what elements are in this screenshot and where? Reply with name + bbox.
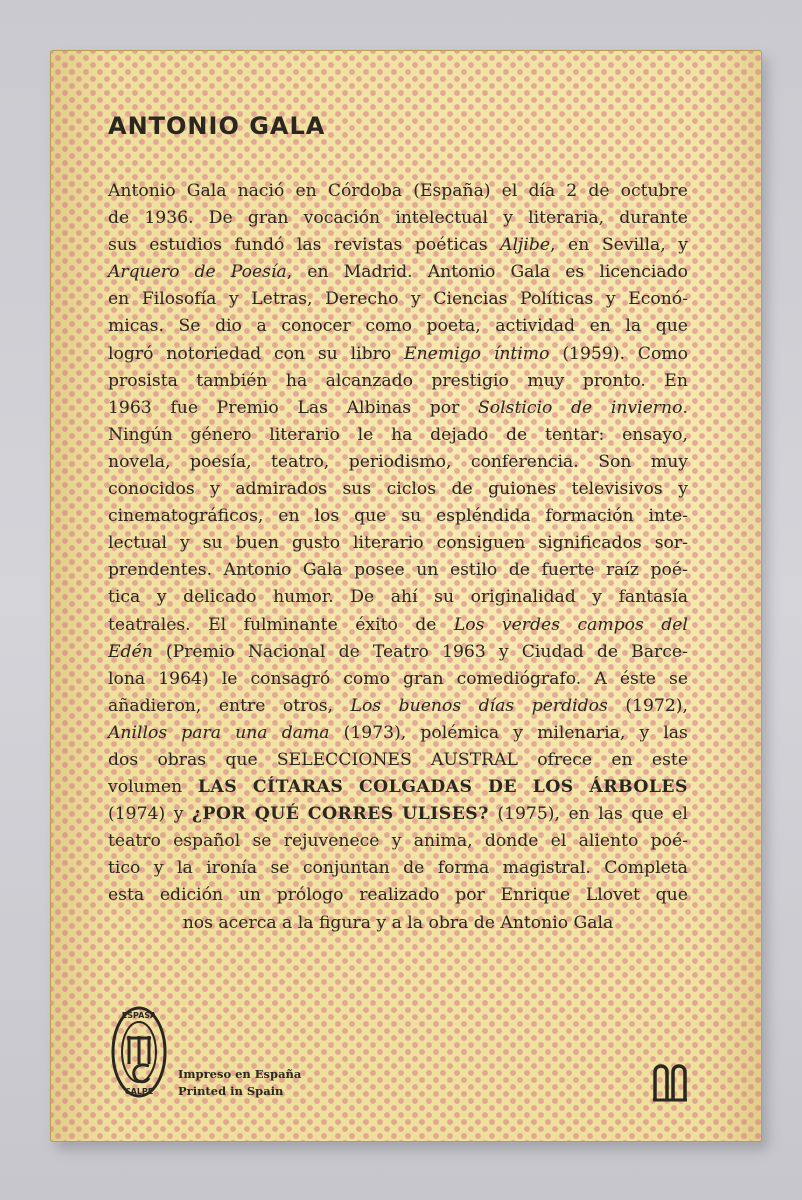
bio-word: fundó <box>234 235 285 256</box>
bio-word: este <box>651 749 688 770</box>
bio-word: Antonio <box>223 560 292 581</box>
bio-word: dos <box>108 749 139 770</box>
bio-word: invierno. <box>610 397 688 418</box>
bio-word: polémica <box>420 722 500 743</box>
bio-word: con <box>273 343 305 364</box>
bio-word: comediógrafo. <box>456 668 582 689</box>
bio-word: Filosofía <box>141 289 217 310</box>
bio-word: prólogo <box>276 885 344 906</box>
bio-word: conjuntan <box>302 858 390 879</box>
bio-word: en <box>307 262 329 283</box>
bio-word: logró <box>108 343 154 364</box>
bio-word: y <box>605 289 616 310</box>
bio-word: en <box>295 181 317 201</box>
bio-word: por <box>455 885 485 906</box>
bio-word: se <box>270 858 290 879</box>
bio-word: literaria, <box>528 208 605 229</box>
bio-word: gran <box>403 668 444 689</box>
bio-word: (1974) <box>108 804 166 825</box>
bio-word: anima, <box>413 831 473 852</box>
bio-word: 1963 <box>442 641 486 662</box>
bio-word: conocidos <box>108 479 195 500</box>
bio-word: revistas <box>333 235 403 256</box>
bio-word: en <box>589 316 611 337</box>
bio-word: literario <box>353 533 424 554</box>
bio-word: fuerte <box>541 560 595 581</box>
bio-word: es <box>565 262 585 283</box>
bio-word: humor. <box>273 587 334 608</box>
bio-word: su <box>202 533 223 554</box>
bio-line <box>108 774 688 801</box>
bio-word: QUÉ <box>254 804 300 825</box>
bio-word: Se <box>178 316 201 337</box>
bio-word: teatrales. <box>108 614 191 635</box>
bio-word: Nacional <box>247 641 326 662</box>
bio-line <box>108 422 688 449</box>
bio-word: (1959). <box>562 343 625 364</box>
bio-word: fue <box>170 397 199 418</box>
bio-word: SELECCIONES <box>276 749 412 770</box>
bio-word: notoriedad <box>166 343 262 364</box>
bio-word: y <box>592 587 602 608</box>
bio-word: ofrece <box>537 749 593 770</box>
bio-word: de <box>508 560 530 581</box>
bio-word: cinematográficos, <box>108 506 264 527</box>
bio-word: COLGADAS <box>358 777 473 798</box>
bio-word: de <box>108 208 130 229</box>
bio-word: ha <box>285 370 308 391</box>
bio-word: prosista <box>108 370 178 391</box>
bio-word: para <box>181 722 222 743</box>
bio-word: consagró <box>250 668 331 689</box>
bio-word: micas. <box>108 316 164 337</box>
bio-word: de <box>338 641 360 662</box>
bio-line <box>108 882 688 909</box>
bio-word: guiones <box>488 479 557 500</box>
bio-line <box>108 341 688 368</box>
bio-word: y <box>678 235 688 256</box>
bio-word: que <box>225 749 258 770</box>
bio-line-text: nos acerca a la figura y a la obra de Antonio Gala <box>182 912 614 933</box>
bio-word: su <box>401 506 422 527</box>
bio-word: Premio <box>216 397 279 418</box>
bio-word: originalidad <box>470 587 576 608</box>
bio-word: poéticas <box>414 235 488 256</box>
bio-word: de <box>451 479 473 500</box>
bio-word: añadieron, <box>108 695 202 716</box>
bio-line <box>108 666 688 693</box>
bio-word: la <box>176 858 193 879</box>
bio-word: del <box>661 614 688 635</box>
bio-line <box>108 828 688 855</box>
bio-word: ensayo, <box>622 424 688 445</box>
bio-word: campos <box>577 614 644 635</box>
bio-word: también <box>196 370 268 391</box>
bio-word: perdidos <box>531 695 608 716</box>
bio-word: el <box>672 804 688 825</box>
bio-word: lectual <box>108 533 168 554</box>
bio-word: éxito <box>355 614 398 635</box>
bio-word: Letras, <box>251 289 313 310</box>
imprint-block <box>178 1066 301 1100</box>
bio-word: tico <box>108 858 141 879</box>
bio-line <box>108 747 688 774</box>
bio-word: Anillos <box>108 722 168 743</box>
bio-word: fulminante <box>243 614 338 635</box>
bio-word: edición <box>159 885 224 906</box>
bio-word: realizado <box>359 885 440 906</box>
bio-word: En <box>664 370 688 391</box>
bio-word: Econó- <box>628 289 688 310</box>
bio-word: prendentes. <box>108 560 213 581</box>
bio-word: poeta, <box>426 316 481 337</box>
bio-word: 1936. <box>144 208 194 229</box>
bio-word: íntimo <box>493 343 550 364</box>
bio-word: Antonio <box>108 181 176 201</box>
author-heading: ANTONIO GALA <box>108 112 326 140</box>
bio-word: se <box>669 668 688 689</box>
bio-word: ahí <box>390 587 418 608</box>
bio-line <box>108 205 688 232</box>
bio-word: (1975), <box>497 804 560 825</box>
bio-word: forma <box>437 858 490 879</box>
bio-word: y <box>210 479 220 500</box>
bio-line <box>108 530 688 557</box>
bio-word: que <box>631 804 664 825</box>
bio-word: un <box>238 885 261 906</box>
bio-word: y <box>156 587 167 608</box>
bio-word: las <box>663 722 688 743</box>
bio-word: Llovet <box>585 885 640 906</box>
bio-word: en <box>278 506 300 527</box>
bio-word: verdes <box>501 614 561 635</box>
bio-word: nació <box>237 181 285 201</box>
bio-line <box>108 395 688 422</box>
bio-word: estilo <box>449 560 498 581</box>
bio-word: conocer <box>281 316 351 337</box>
bio-word: un <box>416 560 439 581</box>
bio-word: como <box>343 668 390 689</box>
bio-word: español <box>173 831 241 852</box>
bio-word: DE <box>488 777 518 798</box>
bio-word: Albinas <box>346 397 412 418</box>
bio-word: estudios <box>149 235 222 256</box>
bio-word: que <box>655 885 688 906</box>
bio-word: de <box>506 424 528 445</box>
bio-word: pronto. <box>582 370 646 391</box>
bio-word: se <box>252 831 272 852</box>
bio-word: libro <box>350 343 392 364</box>
bio-word: alcanzado <box>325 370 413 391</box>
bio-word: y <box>391 831 402 852</box>
bio-word: Completa <box>604 858 688 879</box>
bio-line <box>108 178 688 205</box>
bio-word: inte- <box>648 506 688 527</box>
bio-line <box>108 720 688 747</box>
bio-word: su <box>434 587 455 608</box>
bio-word: CORRES <box>307 804 394 825</box>
bio-word: de <box>415 614 437 635</box>
bio-word: le <box>357 424 374 445</box>
bio-line <box>108 476 688 503</box>
bio-word: y <box>503 208 513 229</box>
bio-word: muy <box>650 451 688 472</box>
bio-line <box>108 693 688 720</box>
bio-line <box>108 503 688 530</box>
bio-line <box>108 313 688 340</box>
bio-word: Los <box>453 614 485 635</box>
bio-word: Sevilla, <box>601 235 666 256</box>
bio-word: y <box>228 289 239 310</box>
bio-word: por <box>429 397 460 418</box>
bio-word: fantasía <box>618 587 688 608</box>
bio-line <box>108 259 688 286</box>
bio-word: 1963 <box>108 397 152 418</box>
bio-word: el <box>501 181 518 201</box>
bio-word: le <box>221 668 238 689</box>
bio-word: conferencia. <box>470 451 579 472</box>
bio-word: y <box>498 641 509 662</box>
bio-word: Los <box>350 695 382 716</box>
bio-word: género <box>190 424 252 445</box>
bio-word: Son <box>598 451 632 472</box>
bio-word: sus <box>108 235 137 256</box>
bio-word: otros, <box>282 695 334 716</box>
bio-word: Derecho <box>325 289 399 310</box>
imprint-english: Printed in Spain <box>178 1084 284 1098</box>
bio-word: de <box>194 262 216 283</box>
bio-word: Ciencias <box>433 289 508 310</box>
bio-word: periodismo, <box>348 451 452 472</box>
bio-word: consiguen <box>436 533 526 554</box>
bio-word: significados <box>538 533 642 554</box>
bio-word: sor- <box>654 533 688 554</box>
bio-word: poesía, <box>189 451 252 472</box>
bio-word: en <box>108 289 130 310</box>
bio-word: Córdoba <box>327 181 403 201</box>
bio-word: entre <box>218 695 266 716</box>
bio-word: rejuvenece <box>283 831 380 852</box>
bio-word: ¿POR <box>191 804 247 825</box>
bio-word: intelectual <box>395 208 488 229</box>
bio-word: que <box>655 316 688 337</box>
bio-word: Gala <box>510 262 551 283</box>
bio-word: y <box>153 858 164 879</box>
bio-word: AUSTRAL <box>431 749 518 770</box>
imprint-spanish: Impreso en España <box>178 1067 302 1081</box>
bio-word: aliento <box>578 831 639 852</box>
bio-word: donde <box>484 831 539 852</box>
bio-line <box>108 639 688 666</box>
bio-word: tentar: <box>545 424 605 445</box>
bio-word: una <box>235 722 268 743</box>
bio-word: (1973), <box>343 722 407 743</box>
seal-text-top: ESPASA <box>121 1011 157 1020</box>
bio-word: y <box>411 289 421 310</box>
bio-line <box>108 910 688 937</box>
bio-word: volumen <box>108 777 183 798</box>
seal-text-bottom: CALPE <box>124 1087 154 1096</box>
bio-word: milenaria, <box>537 722 626 743</box>
bio-word: como <box>365 316 412 337</box>
bio-word: muy <box>527 370 565 391</box>
bio-word: ha <box>391 424 413 445</box>
bio-word: (1972), <box>625 695 688 716</box>
bio-word: El <box>208 614 227 635</box>
bio-word: durante <box>619 208 688 229</box>
bio-word: de <box>571 397 593 418</box>
bio-word: ciclos <box>386 479 437 500</box>
bio-word: Gala <box>186 181 227 201</box>
bio-word: 1964) <box>158 668 209 689</box>
bio-line <box>108 286 688 313</box>
bio-word: Enrique <box>500 885 571 906</box>
bio-word: Poesía, <box>230 262 293 283</box>
bio-word: ÁRBOLES <box>589 777 688 798</box>
bio-word: Como <box>637 343 688 364</box>
bio-word: CÍTARAS <box>252 777 344 798</box>
bio-word: y <box>180 533 190 554</box>
double-arch-series-icon <box>652 1062 688 1102</box>
bio-word: espléndida <box>436 506 531 527</box>
bio-word: Ciudad <box>521 641 584 662</box>
bio-word: de <box>403 858 425 879</box>
bio-word: formación <box>545 506 634 527</box>
bio-word: teatro, <box>271 451 330 472</box>
bio-word: obras <box>157 749 207 770</box>
bio-word: octubre <box>620 181 688 201</box>
bio-word: lona <box>108 668 146 689</box>
bio-line <box>108 557 688 584</box>
bio-word: actividad <box>495 316 575 337</box>
bio-line <box>108 584 688 611</box>
bio-word: novela, <box>108 451 171 472</box>
bio-word: día <box>528 181 556 201</box>
bio-line <box>108 232 688 259</box>
bio-word: delicado <box>183 587 257 608</box>
bio-word: y <box>173 804 184 825</box>
bio-word: en <box>568 235 590 256</box>
bio-word: Solsticio <box>478 397 553 418</box>
bio-line <box>108 612 688 639</box>
espasa-calpe-seal-icon <box>109 1004 169 1100</box>
bio-word: Aljibe, <box>500 235 556 256</box>
bio-word: en <box>568 804 590 825</box>
bio-word: televisivos <box>571 479 663 500</box>
bio-word: A <box>594 668 607 689</box>
bio-word: Arquero <box>108 262 180 283</box>
bio-word: de <box>596 641 619 662</box>
bio-line <box>108 449 688 476</box>
bio-word: De <box>208 208 233 229</box>
author-biography <box>108 178 688 937</box>
bio-word: Edén <box>108 641 153 662</box>
bio-word: días <box>478 695 515 716</box>
bio-word: (Premio <box>165 641 235 662</box>
bio-word: ironía <box>206 858 258 879</box>
bio-line <box>108 855 688 882</box>
bio-word: buen <box>235 533 279 554</box>
bio-word: las <box>598 804 623 825</box>
bio-word: LOS <box>532 777 574 798</box>
bio-word: sus <box>342 479 372 500</box>
bio-word: que <box>354 506 387 527</box>
bio-word: Las <box>297 397 328 418</box>
bio-word: en <box>611 749 633 770</box>
bio-word: y <box>513 722 523 743</box>
bio-word: prestigio <box>431 370 509 391</box>
bio-word: 2 <box>566 181 578 201</box>
bio-word: magistral. <box>502 858 591 879</box>
bio-word: los <box>314 506 340 527</box>
bio-word: LAS <box>197 777 238 798</box>
bio-word: raíz <box>605 560 639 581</box>
bio-word: De <box>350 587 375 608</box>
bio-word: a <box>256 316 267 337</box>
bio-word: teatro <box>108 831 161 852</box>
bio-word: buenos <box>398 695 462 716</box>
bio-word: Ningún <box>108 424 173 445</box>
bio-word: (España) <box>413 181 491 201</box>
bio-word: Gala <box>302 560 343 581</box>
bio-word: literario <box>269 424 340 445</box>
bio-word: y <box>678 479 688 500</box>
bio-word: el <box>550 831 567 852</box>
bio-word: la <box>625 316 642 337</box>
bio-word: admirados <box>235 479 327 500</box>
bio-word: dama <box>281 722 330 743</box>
bio-word: su <box>317 343 338 364</box>
bio-word: gran <box>247 208 289 229</box>
bio-word: posee <box>354 560 405 581</box>
bio-word: licenciado <box>599 262 688 283</box>
bio-word: ULISES? <box>402 804 489 825</box>
bio-word: esta <box>108 885 145 906</box>
bio-word: Madrid. <box>343 262 413 283</box>
bio-word: y <box>639 722 650 743</box>
bio-word: Enemigo <box>404 343 481 364</box>
bio-word: Teatro <box>372 641 429 662</box>
bio-word: de <box>588 181 610 201</box>
bio-word: las <box>296 235 322 256</box>
bio-word: poé- <box>650 560 688 581</box>
bio-word: Antonio <box>427 262 496 283</box>
bio-line <box>108 368 688 395</box>
bio-word: dejado <box>430 424 489 445</box>
bio-line <box>108 801 688 828</box>
bio-word: poé- <box>650 831 688 852</box>
bio-word: éste <box>619 668 656 689</box>
bio-word: gusto <box>291 533 341 554</box>
bio-word: tica <box>108 587 141 608</box>
bio-word: Políticas <box>520 289 594 310</box>
bio-word: dio <box>215 316 242 337</box>
bio-word: vocación <box>303 208 381 229</box>
bio-word: Barce- <box>631 641 688 662</box>
